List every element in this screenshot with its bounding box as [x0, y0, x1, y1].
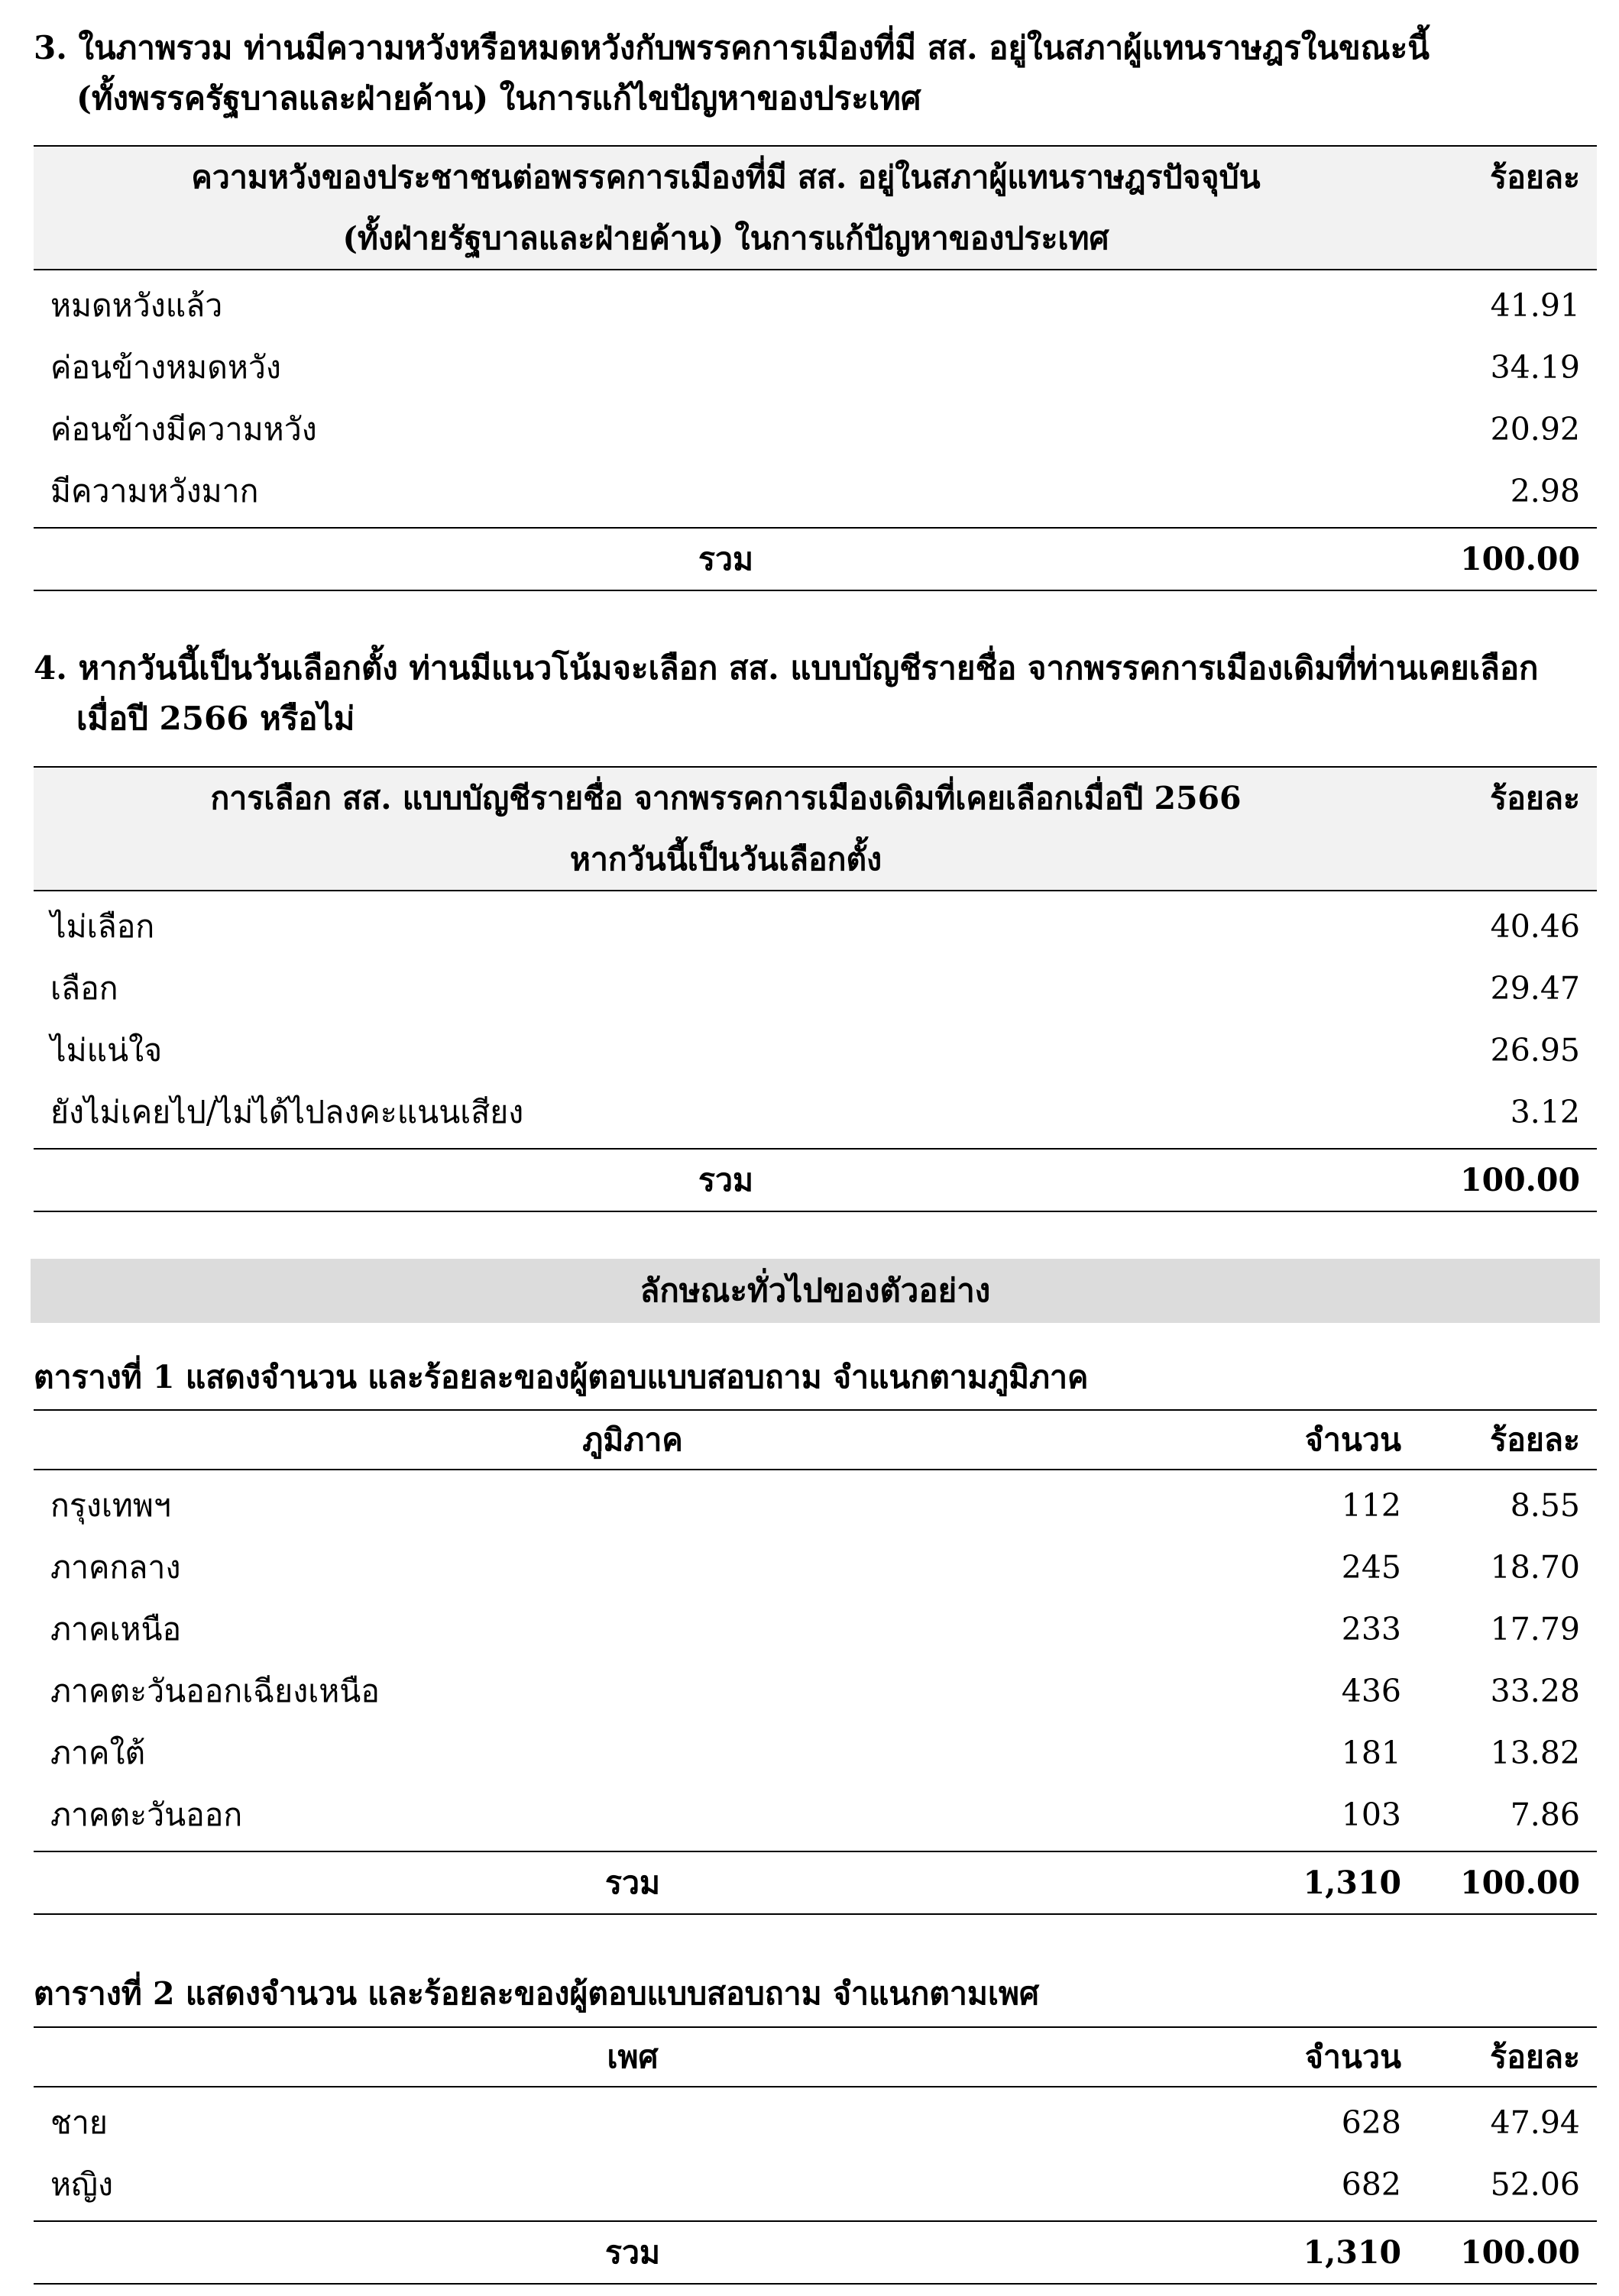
table1-total-label: รวม [34, 1851, 1232, 1914]
q4-title-line2: เมื่อปี 2566 หรือไม่ [76, 700, 355, 737]
table2-total-label: รวม [34, 2221, 1232, 2284]
table1-header-pct: ร้อยละ [1418, 1410, 1597, 1470]
table1-total-count: 1,310 [1232, 1851, 1418, 1914]
table1-row-count: 112 [1341, 1487, 1401, 1524]
table2-header-count: จำนวน [1232, 2027, 1418, 2087]
table2-total-count: 1,310 [1232, 2221, 1418, 2284]
q3-total-pct: 100.00 [1418, 528, 1597, 590]
table1-row-label: ภาคกลาง [50, 1549, 181, 1586]
table2-row-count: 682 [1341, 2166, 1401, 2203]
table1-total-row [34, 1851, 1597, 1914]
q4-row-pct: 29.47 [1490, 970, 1580, 1007]
section-title: ลักษณะทั่วไปของตัวอย่าง [31, 1259, 1600, 1323]
table2-total-pct: 100.00 [1418, 2221, 1597, 2284]
q3-total-label: รวม [34, 528, 1418, 590]
q3-header-row [34, 146, 1597, 270]
table1-row-count: 233 [1341, 1611, 1401, 1648]
q3-total-row [34, 528, 1597, 590]
table2-header-row [34, 2027, 1597, 2087]
table1-row-count: 436 [1341, 1673, 1401, 1709]
table2-row-pct: 47.94 [1490, 2104, 1580, 2141]
table2 [34, 2026, 1597, 2285]
q4-row-pct: 40.46 [1490, 908, 1580, 945]
table1-row-pct: 8.55 [1510, 1487, 1580, 1524]
q3-row-pct: 2.98 [1510, 473, 1580, 509]
table1 [34, 1409, 1597, 1915]
table2-row-count: 628 [1341, 2104, 1401, 2141]
q3-row-label: มีความหวังมาก [50, 473, 259, 509]
q3-row-label: หมดหวังแล้ว [50, 287, 223, 324]
q4-row [34, 891, 1597, 958]
q3-row [34, 270, 1597, 337]
table1-row [34, 1722, 1597, 1784]
q4-total-pct: 100.00 [1418, 1149, 1597, 1211]
q3-title [34, 23, 1592, 124]
table1-row-label: ภาคตะวันออก [50, 1796, 243, 1833]
q4-header-pct: ร้อยละ [1418, 767, 1597, 891]
q4-total-row [34, 1149, 1597, 1211]
table1-row-label: ภาคใต้ [50, 1735, 146, 1771]
table1-header-count: จำนวน [1232, 1410, 1418, 1470]
table1-row-count: 103 [1341, 1796, 1401, 1833]
q4-header-row [34, 767, 1597, 891]
q3-row [34, 461, 1597, 528]
table1-caption: ตารางที่ 1 แสดงจำนวน และร้อยละของผู้ตอบแบบสอบถาม จำแนกตามภูมิภาค [34, 1359, 1089, 1395]
table1-row-pct: 33.28 [1490, 1673, 1580, 1709]
q4-total-label: รวม [34, 1149, 1418, 1211]
q3-row [34, 337, 1597, 399]
q3-table [34, 145, 1597, 591]
q3-header-label: ความหวังของประชาชนต่อพรรคการเมืองที่มี สส. อยู่ในสภาผู้แทนราษฎรปัจจุบัน (ทั้งฝ่ายรัฐบาลและฝ่ายค้าน) ในการแก้ปัญหาของประเทศ [34, 146, 1418, 270]
table2-header-pct: ร้อยละ [1418, 2027, 1597, 2087]
q3-row-pct: 20.92 [1490, 411, 1580, 448]
table2-header-label: เพศ [34, 2027, 1232, 2087]
q4-row [34, 1082, 1597, 1149]
q4-row-pct: 26.95 [1490, 1032, 1580, 1069]
table2-row [34, 2087, 1597, 2154]
table1-row [34, 1661, 1597, 1722]
q3-row-label: ค่อนข้างมีความหวัง [50, 411, 317, 448]
table1-row [34, 1470, 1597, 1537]
table1-row-pct: 18.70 [1490, 1549, 1580, 1586]
q4-row-label: ไม่แน่ใจ [50, 1032, 163, 1069]
q3-title-line1: 3. ในภาพรวม ท่านมีความหวังหรือหมดหวังกับพรรคการเมืองที่มี สส. อยู่ในสภาผู้แทนราษฎรในขณะนี้ [34, 29, 1430, 66]
table1-row-label: ภาคเหนือ [50, 1611, 182, 1648]
q3-title-line2: (ทั้งพรรครัฐบาลและฝ่ายค้าน) ในการแก้ไขปัญหาของประเทศ [76, 79, 921, 117]
table2-row-label: หญิง [50, 2166, 113, 2203]
table1-row-count: 181 [1341, 1735, 1401, 1771]
table1-row-label: กรุงเทพฯ [50, 1487, 171, 1524]
table1-row [34, 1537, 1597, 1599]
q4-header-label: การเลือก สส. แบบบัญชีรายชื่อ จากพรรคการเมืองเดิมที่เคยเลือกเมื่อปี 2566 หากวันนี้เป็นวันเลือกตั้ง [34, 767, 1418, 891]
q4-table [34, 766, 1597, 1212]
table1-row-pct: 13.82 [1490, 1735, 1580, 1771]
q4-row [34, 958, 1597, 1020]
table2-row-pct: 52.06 [1490, 2166, 1580, 2203]
table2-row [34, 2154, 1597, 2221]
table1-row-count: 245 [1341, 1549, 1401, 1586]
q4-row-label: เลือก [50, 970, 118, 1007]
q4-title-line1: 4. หากวันนี้เป็นวันเลือกตั้ง ท่านมีแนวโน้มจะเลือก สส. แบบบัญชีรายชื่อ จากพรรคการเมืองเดิมที่ท่านเคยเลือก [34, 649, 1539, 687]
table2-total-row [34, 2221, 1597, 2284]
table1-total-pct: 100.00 [1418, 1851, 1597, 1914]
table2-caption: ตารางที่ 2 แสดงจำนวน และร้อยละของผู้ตอบแบบสอบถาม จำแนกตามเพศ [34, 1975, 1040, 2012]
table1-row-label: ภาคตะวันออกเฉียงเหนือ [50, 1673, 380, 1709]
q4-row [34, 1020, 1597, 1082]
table1-row-pct: 17.79 [1490, 1611, 1580, 1648]
table1-header-label: ภูมิภาค [34, 1410, 1232, 1470]
q3-row-pct: 41.91 [1490, 287, 1580, 324]
q4-title [34, 643, 1592, 744]
table1-row [34, 1599, 1597, 1661]
table1-row [34, 1784, 1597, 1851]
table2-row-label: ชาย [50, 2104, 108, 2141]
q3-header-pct: ร้อยละ [1418, 146, 1597, 270]
q3-row-label: ค่อนข้างหมดหวัง [50, 349, 281, 386]
table1-row-pct: 7.86 [1510, 1796, 1580, 1833]
q4-row-label: ไม่เลือก [50, 908, 155, 945]
q3-row-pct: 34.19 [1490, 349, 1580, 386]
q4-row-pct: 3.12 [1510, 1094, 1580, 1130]
q4-row-label: ยังไม่เคยไป/ไม่ได้ไปลงคะแนนเสียง [50, 1094, 524, 1130]
table1-header-row [34, 1410, 1597, 1470]
q3-row [34, 399, 1597, 461]
